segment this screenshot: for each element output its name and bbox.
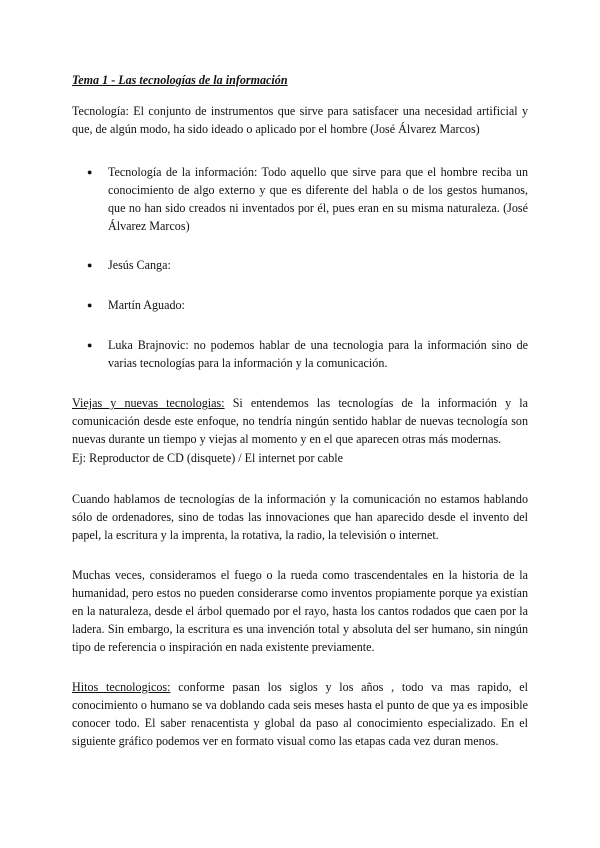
hitos-paragraph	[72, 678, 528, 750]
list-item: Jesús Canga:	[108, 258, 171, 272]
viejas-text: Si entendemos las tecnologías de la información y la comunicación desde este enfoque, no tendría ningún sentido hablar de nuevas tecnología son nuevas durante un tiempo y viejas al momento y en el que aparecen otras más modernas.	[72, 396, 528, 446]
viejas-paragraph	[72, 394, 528, 448]
bullet-icon: ●	[87, 340, 93, 350]
list-item: Martín Aguado:	[108, 298, 185, 312]
example-line: Ej: Reproductor de CD (disquete) / El internet por cable	[72, 451, 344, 465]
list-item: Tecnología de la información: Todo aquello que sirve para que el hombre reciba un conocimiento de algo externo y que es diferente del habla o de los gestos humanos, que no han sido creados ni inventados por él, pues eran en su misma naturaleza. (José Álvarez Marcos)	[108, 165, 528, 233]
list-item: Luka Brajnovic: no podemos hablar de una tecnologia para la información sino de varias tecnologías para la información y la comunicación.	[108, 338, 528, 370]
bullet-icon: ●	[87, 167, 93, 177]
page-title: Tema 1 - Las tecnologías de la información	[72, 73, 288, 87]
paragraph-muchas: Muchas veces, consideramos el fuego o la rueda como trascendentales en la historia de la humanidad, pero estos no pueden considerarse como inventos propiamente porque ya existían en la naturaleza, desde el árbol quemado por el rayo, hasta los cantos rodados que caen por la ladera. Sin embargo, la escritura es una invención total y absoluta del ser humano, sin ningún tipo de referencia o inspiración en nada existente previamente.	[72, 568, 528, 654]
definition-paragraph	[72, 102, 528, 138]
hitos-text: conforme pasan los siglos y los años , todo va mas rapido, el conocimiento o humano se va doblando cada seis meses hasta el punto de que ya es imposible conocer todo. El saber renacentista y global da paso al conocimiento especializado. En el siguiente gráfico podemos ver en formato visual como las etapas cada vez duran menos.	[72, 680, 529, 748]
viejas-heading: Viejas y nuevas tecnologias:	[72, 396, 225, 410]
hitos-heading: Hitos tecnologicos:	[72, 680, 171, 694]
paragraph-cuando: Cuando hablamos de tecnologías de la información y la comunicación no estamos hablando sólo de ordenadores, sino de todas las innovaciones que han aparecido desde el invento del papel, la escritura y la imprenta, la rotativa, la radio, la televisión o internet.	[72, 492, 528, 542]
bullet-icon: ●	[87, 300, 93, 310]
definition-text: El conjunto de instrumentos que sirve para satisfacer una necesidad artificial y que, de algún modo, ha sido ideado o aplicado por el hombre (José Álvarez Marcos)	[72, 104, 528, 136]
bullet-icon: ●	[87, 260, 93, 270]
definition-term: Tecnología:	[72, 104, 129, 118]
